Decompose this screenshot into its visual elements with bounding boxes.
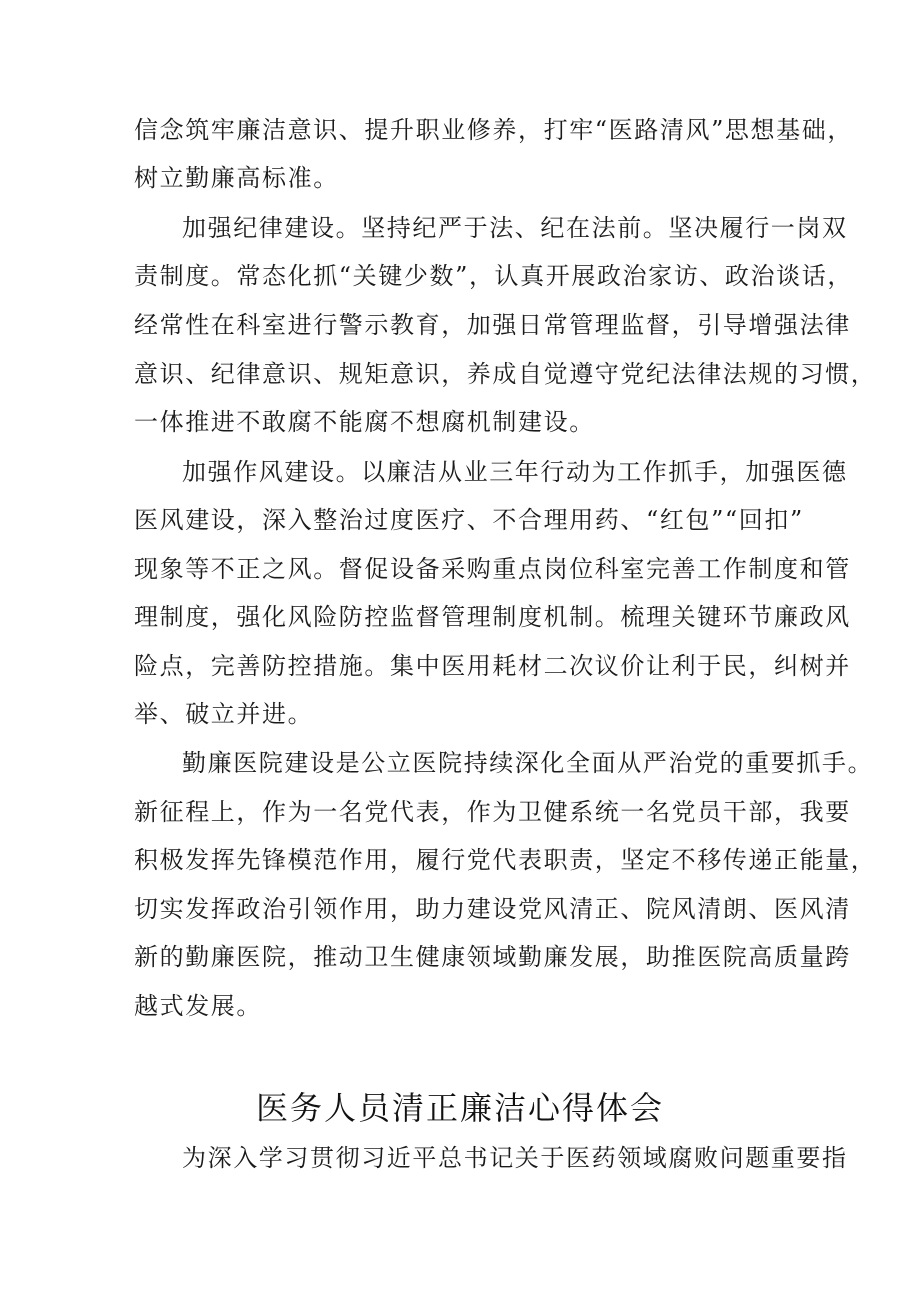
- text-line: 勤廉医院建设是公立医院持续深化全面从严治党的重要抓手。: [182, 749, 874, 777]
- text-line: 医风建设，深入整治过度医疗、不合理用药、“红包”“回扣”: [134, 506, 804, 534]
- text-line: 理制度，强化风险防控监督管理制度机制。梳理关键环节廉政风: [134, 603, 851, 631]
- text-line: 加强纪律建设。坚持纪严于法、纪在法前。坚决履行一岗双: [182, 214, 848, 242]
- text-line: 责制度。常态化抓“关键少数”，认真开展政治家访、政治谈话，: [134, 262, 853, 290]
- text-line: 经常性在科室进行警示教育，加强日常管理监督，引导增强法律: [134, 311, 851, 339]
- text-line: 越式发展。: [134, 992, 262, 1020]
- text-line: 新征程上，作为一名党代表，作为卫健系统一名党员干部，我要: [134, 798, 851, 826]
- text-line: 树立勤廉高标准。: [134, 164, 339, 192]
- text-line: 举、破立并进。: [134, 700, 314, 728]
- text-line: 意识、纪律意识、规矩意识，养成自觉遵守党纪法律法规的习惯，: [134, 360, 877, 388]
- text-line: 现象等不正之风。督促设备采购重点岗位科室完善工作制度和管: [134, 555, 851, 583]
- article-title: 医务人员清正廉洁心得体会: [255, 1089, 664, 1127]
- text-line: 险点，完善防控措施。集中医用耗材二次议价让利于民，纠树并: [134, 652, 851, 680]
- text-line: 为深入学习贯彻习近平总书记关于医药领域腐败问题重要指: [182, 1144, 848, 1172]
- text-line: 新的勤廉医院，推动卫生健康领域勤廉发展，助推医院高质量跨: [134, 943, 851, 971]
- text-line: 切实发挥政治引领作用，助力建设党风清正、院风清朗、医风清: [134, 895, 851, 923]
- text-line: 一体推进不敢腐不能腐不想腐机制建设。: [134, 408, 595, 436]
- text-line: 积极发挥先锋模范作用，履行党代表职责，坚定不移传递正能量，: [134, 846, 877, 874]
- text-line: 信念筑牢廉洁意识、提升职业修养，打牢“医路清风”思想基础，: [134, 116, 853, 144]
- text-line: 加强作风建设。以廉洁从业三年行动为工作抓手，加强医德: [182, 458, 848, 486]
